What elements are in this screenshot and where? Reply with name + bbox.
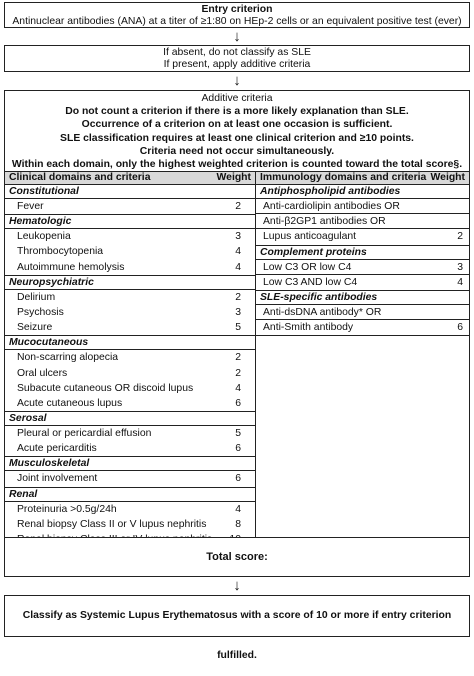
condition-line-1: If absent, do not classify as SLE <box>163 47 311 58</box>
domain-title: Antiphospholipid antibodies <box>256 185 469 199</box>
domain-musculoskeletal <box>5 457 255 487</box>
additive-criteria-title: Additive criteria <box>201 93 273 104</box>
domain-title: Renal <box>5 488 255 502</box>
domain-sle-specific <box>256 291 469 336</box>
criterion-row: Proteinuria >0.5g/24h 4 <box>17 503 241 515</box>
arrow-down-icon: ↓ <box>233 28 241 45</box>
additive-rule-1: Do not count a criterion if there is a more likely explanation than SLE. <box>65 106 409 118</box>
domain-title: Neuropsychiatric <box>5 276 255 290</box>
domain-constitutional <box>5 185 255 215</box>
domain-hematologic <box>5 215 255 276</box>
final-classification-text: Classify as Systemic Lupus Erythematosus with a score of 10 or more if entry criterion fulfilled. <box>22 610 452 661</box>
domain-title: Complement proteins <box>256 246 469 260</box>
criterion-row: Acute pericarditis 6 <box>17 443 241 455</box>
clinical-header: Clinical domains and criteria Weight <box>5 172 255 185</box>
criterion-row: Anti-cardiolipin antibodies OR <box>256 199 469 214</box>
criterion-row: Seizure 5 <box>17 322 241 334</box>
entry-criterion-title: Entry criterion <box>201 4 273 15</box>
entry-criterion-box <box>4 2 470 28</box>
criterion-row: Subacute cutaneous OR discoid lupus 4 <box>17 382 241 394</box>
domain-title: Serosal <box>5 412 255 426</box>
criterion-row: Joint involvement 6 <box>17 473 241 485</box>
final-classification-box <box>4 595 470 661</box>
criterion-row: Anti-Smith antibody 6 <box>263 322 463 334</box>
arrow-down-icon: ↓ <box>233 577 241 594</box>
entry-criterion-text: Antinuclear antibodies (ANA) at a titer of ≥1:80 on HEp-2 cells or an equivalent positive test (ever) <box>12 16 462 28</box>
criterion-row: Thrombocytopenia 4 <box>17 246 241 258</box>
criterion-row: Autoimmune hemolysis 4 <box>17 261 241 273</box>
total-score-box <box>4 537 470 577</box>
criteria-table <box>4 171 470 538</box>
additive-rule-4: Criteria need not occur simultaneously. <box>139 145 335 157</box>
additive-rule-5: Within each domain, only the highest weighted criterion is counted toward the total score§. <box>11 159 463 171</box>
immunology-weight-header: Weight <box>430 172 465 183</box>
immunology-header: Immunology domains and criteria Weight <box>256 172 469 185</box>
domain-title: Constitutional <box>5 185 255 199</box>
criterion-row: Renal biopsy Class II or V lupus nephritis 8 <box>17 518 241 530</box>
domain-title: Musculoskeletal <box>5 457 255 471</box>
additive-rule-3: SLE classification requires at least one clinical criterion and ≥10 points. <box>60 132 414 144</box>
domain-antiphospholipid <box>256 185 469 246</box>
total-score-label: Total score: <box>206 551 268 563</box>
criterion-row: Non-scarring alopecia 2 <box>17 352 241 364</box>
criterion-row: Lupus anticoagulant 2 <box>263 231 463 243</box>
condition-line-2: If present, apply additive criteria <box>163 59 311 71</box>
domain-complement <box>256 246 469 291</box>
criterion-row: Anti-dsDNA antibody* OR <box>256 305 469 320</box>
criterion-row: Psychosis 3 <box>17 306 241 318</box>
criterion-row: Acute cutaneous lupus 6 <box>17 397 241 409</box>
clinical-weight-header: Weight <box>216 172 251 183</box>
arrow-down-icon: ↓ <box>233 72 241 89</box>
domain-serosal <box>5 412 255 457</box>
domain-neuropsychiatric <box>5 276 255 337</box>
criterion-row: Leukopenia 3 <box>17 231 241 243</box>
domain-title: Mucocutaneous <box>5 336 255 350</box>
clinical-column <box>5 172 256 537</box>
criterion-row: Pleural or pericardial effusion 5 <box>17 428 241 440</box>
additive-rule-2: Occurrence of a criterion on at least one occasion is sufficient. <box>81 119 393 131</box>
condition-box <box>4 45 470 72</box>
criterion-row: Delirium 2 <box>17 291 241 303</box>
domain-title: Hematologic <box>5 215 255 229</box>
criterion-row: Oral ulcers 2 <box>17 367 241 379</box>
additive-criteria-box <box>4 90 470 172</box>
criterion-row: Anti-β2GP1 antibodies OR <box>256 214 469 229</box>
domain-mucocutaneous <box>5 336 255 412</box>
immunology-column <box>256 172 469 537</box>
criterion-row: Low C3 OR low C4 3 <box>256 260 469 275</box>
criterion-row: Fever 2 <box>17 201 241 212</box>
domain-title: SLE-specific antibodies <box>256 291 469 305</box>
criterion-row: Low C3 AND low C4 4 <box>263 276 463 288</box>
